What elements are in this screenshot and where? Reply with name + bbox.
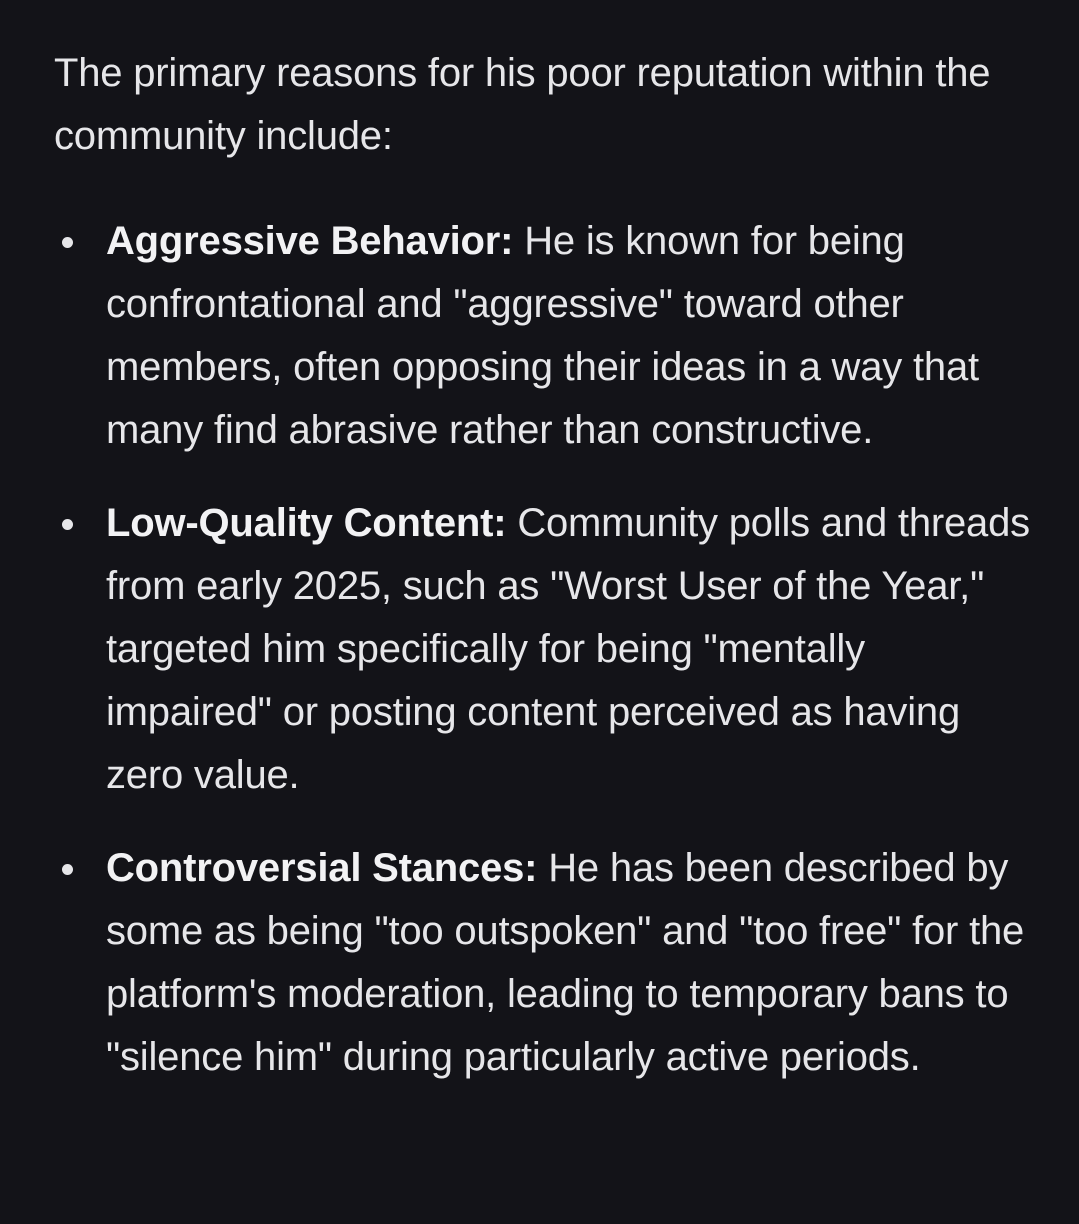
list-item-text: He is known for being confrontational and "aggressive" toward other members, often opposing their ideas in a way that many find abrasive rather than constructive. (106, 219, 979, 452)
reasons-list (54, 210, 1034, 1089)
list-item (54, 837, 1034, 1089)
list-item-text: He has been described by some as being "too outspoken" and "too free" for the platform's moderation, leading to temporary bans to "silence him" during particularly active periods. (106, 846, 1025, 1079)
list-item-title: Low-Quality Content: (106, 501, 507, 545)
list-item-text: Community polls and threads from early 2025, such as "Worst User of the Year," targeted him specifically for being "mentally impaired" or posting content perceived as having zero value. (106, 501, 1030, 797)
list-item (54, 210, 1034, 462)
intro-paragraph: The primary reasons for his poor reputation within the community include: (54, 51, 991, 158)
list-item-title: Controversial Stances: (106, 846, 538, 890)
list-item (54, 492, 1034, 807)
bullet-point-icon (62, 237, 73, 248)
bullet-point-icon (62, 864, 73, 875)
bullet-point-icon (62, 519, 73, 530)
list-item-title: Aggressive Behavior: (106, 219, 514, 263)
response-text (54, 42, 1034, 1119)
